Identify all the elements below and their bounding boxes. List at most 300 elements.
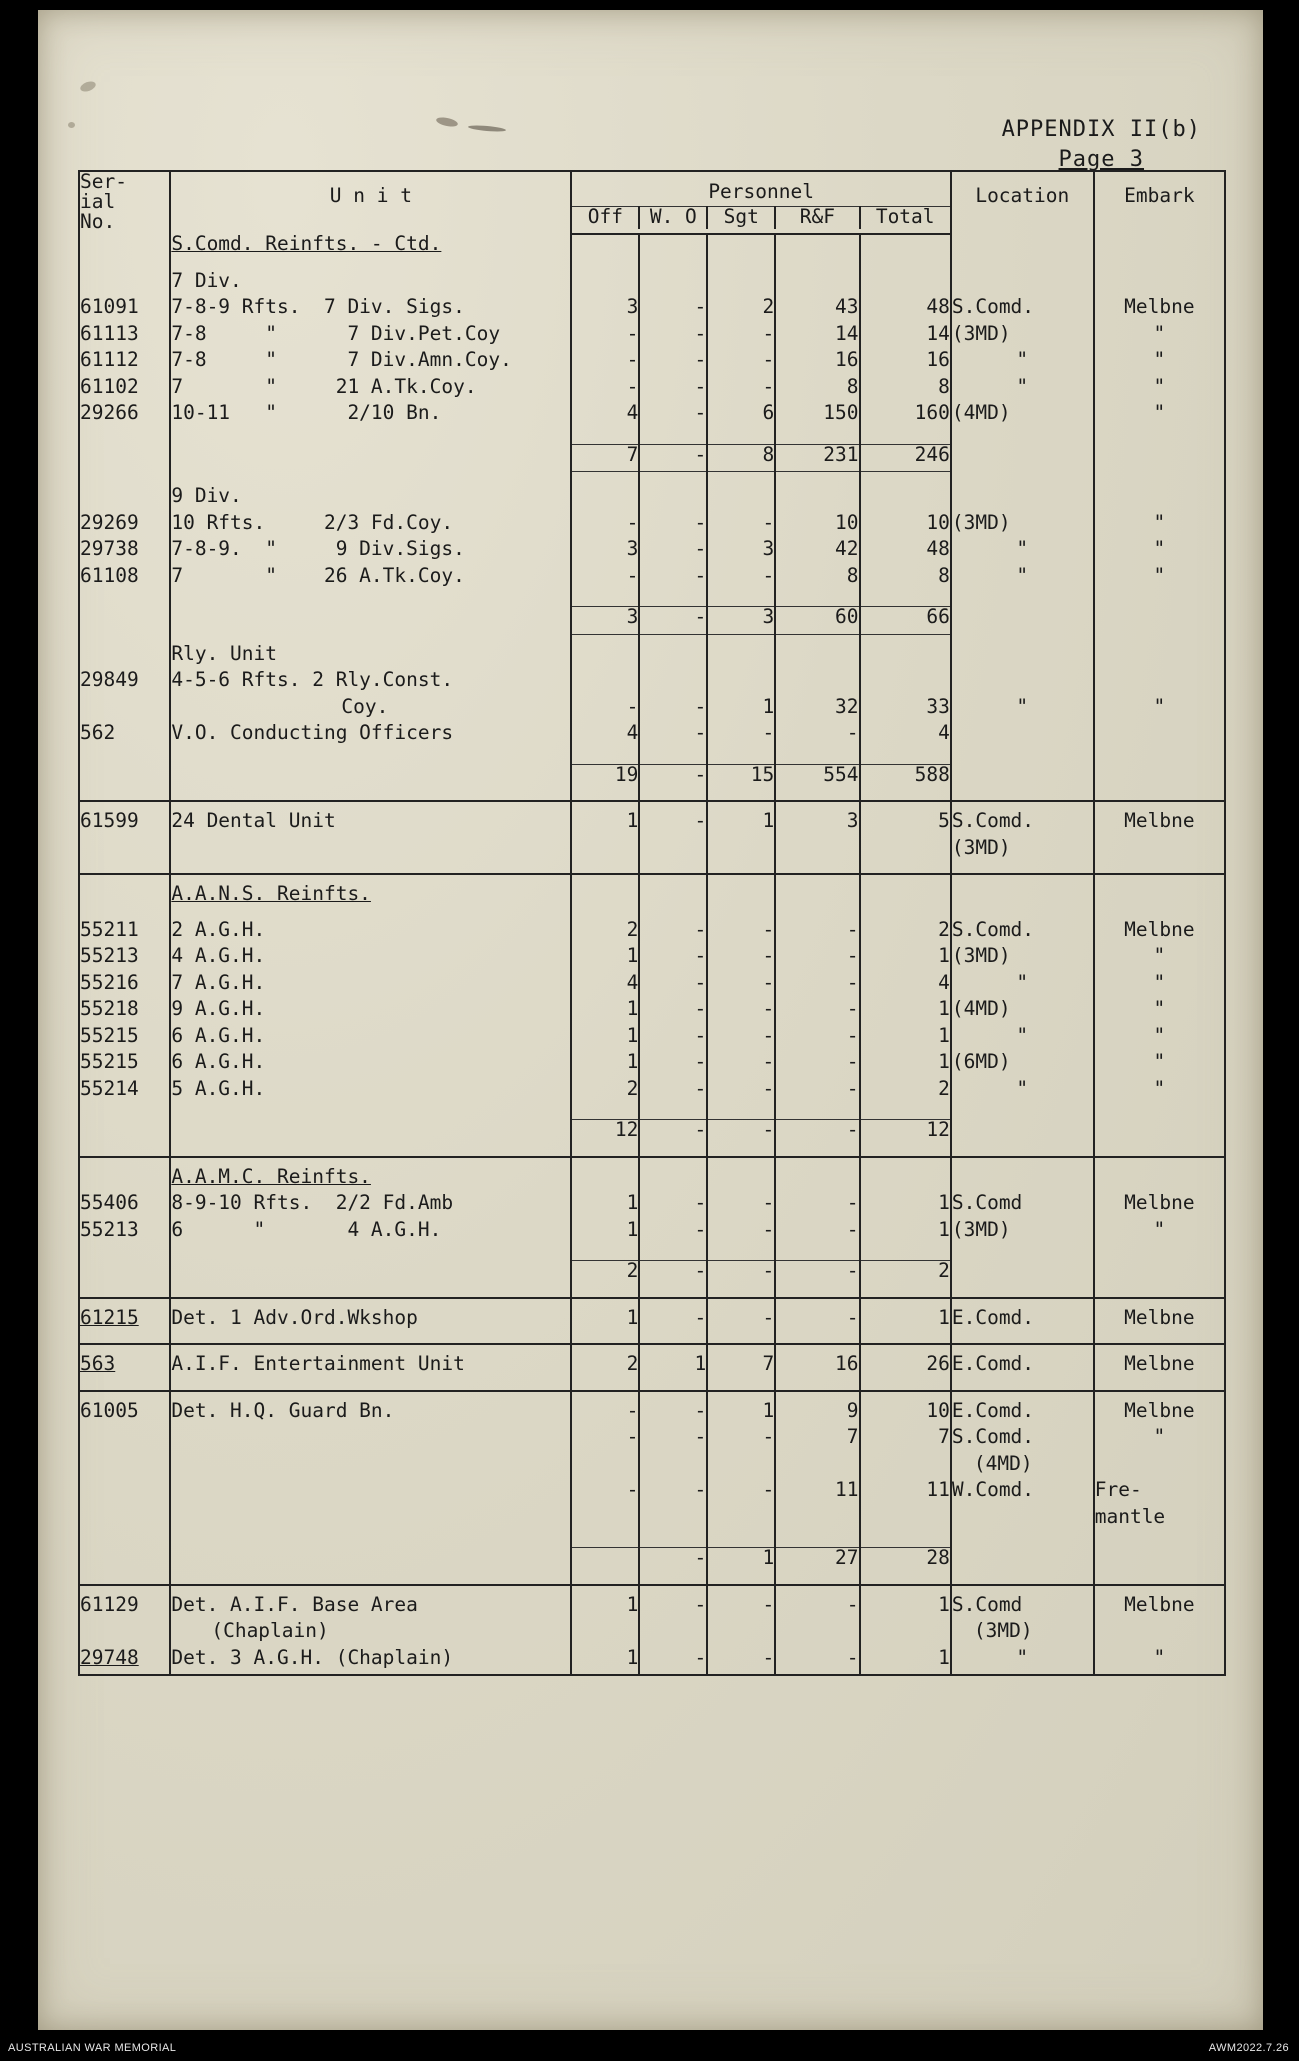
location-cell: (3MD) <box>951 513 1094 540</box>
total-cell: 1 <box>860 1220 951 1247</box>
unit-cell: 7-8-9 Rfts. 7 Div. Sigs. <box>170 297 571 324</box>
wo-cell: - <box>639 1193 707 1220</box>
total-cell: 4 <box>860 723 951 750</box>
table-row <box>79 1354 1225 1381</box>
rf-cell: 16 <box>775 350 859 377</box>
sub-heading-row <box>79 271 1225 298</box>
serial-cell: 55406 <box>79 1193 170 1220</box>
table-row <box>79 566 1225 593</box>
header-personnel: Personnel <box>571 171 950 206</box>
off-cell: 3 <box>571 297 639 324</box>
total-subtotal: 2 <box>860 1261 951 1288</box>
sgt-cell: - <box>707 1648 775 1676</box>
sgt-cell: - <box>707 377 775 404</box>
off-subtotal: 3 <box>571 607 639 635</box>
off-cell: - <box>571 1427 639 1454</box>
sgt-cell: - <box>707 566 775 593</box>
spacer-row <box>79 1147 1225 1157</box>
page-label: Page 3 <box>1058 146 1145 172</box>
sgt-cell: 1 <box>707 1401 775 1428</box>
location-cell: " <box>951 1026 1094 1053</box>
location-cell: " <box>951 1648 1094 1676</box>
section-heading: A.A.M.C. Reinfts. <box>170 1167 571 1194</box>
rf-cell: 8 <box>775 377 859 404</box>
sgt-cell: - <box>707 324 775 351</box>
location-cell: S.Comd. <box>951 920 1094 947</box>
unit-cell: 4-5-6 Rfts. 2 Rly.Const. <box>170 670 571 697</box>
location-cell <box>951 234 1094 262</box>
sgt-subtotal: 15 <box>707 764 775 791</box>
location-cell-cont: (4MD) <box>951 1454 1094 1481</box>
header-rf: R&F <box>775 206 859 229</box>
unit-cell: Det. 1 Adv.Ord.Wkshop <box>170 1308 571 1335</box>
off-subtotal: 7 <box>571 444 639 472</box>
location-cell: " <box>951 1079 1094 1106</box>
rf-cell: 11 <box>775 1480 859 1507</box>
table-row-cont <box>79 838 1225 865</box>
sgt-cell: - <box>707 1079 775 1106</box>
serial-cell: 29738 <box>79 539 170 566</box>
location-cell-cont: (3MD) <box>951 838 1094 865</box>
sgt-cell: - <box>707 1480 775 1507</box>
embark-cell: " <box>1094 973 1225 1000</box>
serial-cell: 562 <box>79 723 170 750</box>
spacer-row <box>79 262 1225 271</box>
unit-cell <box>170 444 571 472</box>
sub-heading: 9 Div. <box>170 486 571 513</box>
spacer-row <box>79 1334 1225 1344</box>
serial-cell: 61599 <box>79 811 170 838</box>
off-cell: 2 <box>571 1354 639 1381</box>
wo-cell: - <box>639 1220 707 1247</box>
location-cell: W.Comd. <box>951 1480 1094 1507</box>
serial-cell: 55214 <box>79 1079 170 1106</box>
rf-cell: 42 <box>775 539 859 566</box>
off-cell: 1 <box>571 1193 639 1220</box>
spacer-row <box>79 864 1225 874</box>
table-row <box>79 811 1225 838</box>
off-subtotal: 2 <box>571 1261 639 1288</box>
serial-cell: 55215 <box>79 1052 170 1079</box>
rf-cell: 8 <box>775 566 859 593</box>
header-unit: U n i t <box>170 171 571 234</box>
sgt-cell: - <box>707 1052 775 1079</box>
embark-cell: " <box>1094 539 1225 566</box>
total-cell: 2 <box>860 920 951 947</box>
document-header <box>1002 115 1201 174</box>
section-heading-row <box>79 1167 1225 1194</box>
subtotal-row <box>79 444 1225 472</box>
rf-cell: 43 <box>775 297 859 324</box>
appendix-title: APPENDIX II(b) <box>1001 117 1201 142</box>
embark-cell: " <box>1094 1220 1225 1247</box>
table-row-cont <box>79 1507 1225 1534</box>
embark-cell: " <box>1094 377 1225 404</box>
off-cell: - <box>571 697 639 724</box>
sgt-cell: - <box>707 1220 775 1247</box>
sgt-subtotal: - <box>707 1261 775 1288</box>
unit-cell: 9 A.G.H. <box>170 999 571 1026</box>
sgt-cell: 6 <box>707 403 775 430</box>
serial-cell: 61005 <box>79 1401 170 1428</box>
location-cell: (3MD) <box>951 324 1094 351</box>
embark-cell: Melbne <box>1094 811 1225 838</box>
off-cell: 1 <box>571 1308 639 1335</box>
total-cell: 1 <box>860 1308 951 1335</box>
subtotal-row <box>79 764 1225 791</box>
off-cell: 1 <box>571 1595 639 1622</box>
rf-cell: - <box>775 1079 859 1106</box>
serial-cell <box>79 444 170 472</box>
sgt-cell: - <box>707 1308 775 1335</box>
sgt-cell: - <box>707 1595 775 1622</box>
total-cell: 1 <box>860 1026 951 1053</box>
unit-cell: 6 A.G.H. <box>170 1052 571 1079</box>
wo-cell: - <box>639 973 707 1000</box>
serial-cell <box>79 644 170 671</box>
embark-cell: Melbne <box>1094 1193 1225 1220</box>
off-cell: 1 <box>571 811 639 838</box>
header-off: Off <box>571 206 639 229</box>
total-subtotal: 66 <box>860 607 951 635</box>
off-cell: 1 <box>571 1648 639 1676</box>
off-cell: 2 <box>571 1079 639 1106</box>
off-cell: 4 <box>571 973 639 1000</box>
off-subtotal: 19 <box>571 764 639 791</box>
wo-subtotal: - <box>639 444 707 472</box>
embark-cell: " <box>1094 350 1225 377</box>
sgt-cell: - <box>707 1193 775 1220</box>
spacer-row <box>79 791 1225 801</box>
subtotal-row <box>79 1261 1225 1288</box>
serial-cell <box>79 486 170 513</box>
serial-cell: 29269 <box>79 513 170 540</box>
wo-subtotal: - <box>639 1261 707 1288</box>
total-cell: 14 <box>860 324 951 351</box>
embark-cell: " <box>1094 403 1225 430</box>
rf-subtotal: 60 <box>775 607 859 635</box>
embark-cell <box>1094 723 1225 750</box>
table-row <box>79 1648 1225 1676</box>
unit-cell-cont: Coy. <box>170 697 571 724</box>
sgt-subtotal: 8 <box>707 444 775 472</box>
unit-cell-cont: (Chaplain) <box>170 1621 571 1648</box>
embark-cell: " <box>1094 946 1225 973</box>
total-cell: 10 <box>860 1401 951 1428</box>
wo-cell: - <box>639 513 707 540</box>
total-cell <box>860 234 951 262</box>
personnel-table <box>78 170 1226 1678</box>
unit-cell <box>170 1427 571 1454</box>
wo-cell: - <box>639 566 707 593</box>
rf-cell: - <box>775 1193 859 1220</box>
total-subtotal: 588 <box>860 764 951 791</box>
table-row-cont <box>79 1454 1225 1481</box>
wo-cell: - <box>639 350 707 377</box>
location-cell: " <box>951 973 1094 1000</box>
serial-cell: 55213 <box>79 1220 170 1247</box>
sgt-cell <box>707 234 775 262</box>
location-cell: " <box>951 377 1094 404</box>
off-cell: 1 <box>571 1052 639 1079</box>
wo-cell: - <box>639 324 707 351</box>
location-cell: E.Comd. <box>951 1308 1094 1335</box>
sgt-cell: 1 <box>707 811 775 838</box>
rf-cell: 14 <box>775 324 859 351</box>
serial-cell: 563 <box>79 1354 170 1381</box>
serial-cell: 29849 <box>79 670 170 697</box>
total-cell: 1 <box>860 999 951 1026</box>
section-heading: A.A.N.S. Reinfts. <box>170 884 571 911</box>
unit-cell: 7 " 21 A.Tk.Coy. <box>170 377 571 404</box>
subtotal-row <box>79 1548 1225 1575</box>
total-cell: 48 <box>860 539 951 566</box>
sgt-cell: - <box>707 1427 775 1454</box>
wo-cell <box>639 234 707 262</box>
rf-cell: - <box>775 999 859 1026</box>
serial-cell <box>79 697 170 724</box>
unit-cell: 6 A.G.H. <box>170 1026 571 1053</box>
sub-heading-row <box>79 486 1225 513</box>
sgt-cell: - <box>707 920 775 947</box>
unit-cell: 6 " 4 A.G.H. <box>170 1220 571 1247</box>
wo-cell: - <box>639 920 707 947</box>
total-subtotal: 12 <box>860 1120 951 1147</box>
unit-cell: 10 Rfts. 2/3 Fd.Coy. <box>170 513 571 540</box>
table-row <box>79 403 1225 430</box>
wo-cell: - <box>639 403 707 430</box>
location-cell: (6MD) <box>951 1052 1094 1079</box>
off-cell: 1 <box>571 999 639 1026</box>
total-cell: 2 <box>860 1079 951 1106</box>
spacer-row <box>79 1533 1225 1548</box>
wo-cell: - <box>639 539 707 566</box>
serial-cell: 61113 <box>79 324 170 351</box>
section-heading: S.Comd. Reinfts. - Ctd. <box>170 234 571 262</box>
off-cell: 1 <box>571 1026 639 1053</box>
table-row <box>79 1052 1225 1079</box>
wo-cell: - <box>639 811 707 838</box>
serial-cell: 29266 <box>79 403 170 430</box>
document-body <box>38 10 1263 2030</box>
serial-cell: 61102 <box>79 377 170 404</box>
embark-cell: " <box>1094 1427 1225 1454</box>
serial-cell: 55215 <box>79 1026 170 1053</box>
embark-cell: " <box>1094 697 1225 724</box>
wo-subtotal: - <box>639 1120 707 1147</box>
off-cell: - <box>571 324 639 351</box>
total-cell: 5 <box>860 811 951 838</box>
wo-subtotal: - <box>639 607 707 635</box>
location-cell: S.Comd. <box>951 1427 1094 1454</box>
sub-heading: 7 Div. <box>170 271 571 298</box>
rf-cell: 32 <box>775 697 859 724</box>
off-cell: - <box>571 1480 639 1507</box>
table-row <box>79 297 1225 324</box>
sgt-cell: - <box>707 513 775 540</box>
sub-heading-row <box>79 644 1225 671</box>
serial-cell: 61129 <box>79 1595 170 1622</box>
serial-cell: 61108 <box>79 566 170 593</box>
location-cell: S.Comd <box>951 1595 1094 1622</box>
unit-cell: 24 Dental Unit <box>170 811 571 838</box>
sgt-cell: - <box>707 350 775 377</box>
total-subtotal: 246 <box>860 444 951 472</box>
wo-cell: - <box>639 1648 707 1676</box>
wo-cell: - <box>639 723 707 750</box>
embark-cell: Melbne <box>1094 1308 1225 1335</box>
serial-cell: 55218 <box>79 999 170 1026</box>
rf-cell: - <box>775 1052 859 1079</box>
table-row <box>79 946 1225 973</box>
serial-cell <box>79 271 170 298</box>
off-subtotal: 12 <box>571 1120 639 1147</box>
off-cell: 4 <box>571 403 639 430</box>
spacer-row <box>79 1381 1225 1391</box>
location-cell: S.Comd. <box>951 811 1094 838</box>
watermark-left: AUSTRALIAN WAR MEMORIAL <box>8 2042 177 2054</box>
serial-cell <box>79 234 170 262</box>
wo-cell: - <box>639 1079 707 1106</box>
header-total: Total <box>860 206 951 229</box>
table-row <box>79 1026 1225 1053</box>
location-cell: (4MD) <box>951 403 1094 430</box>
embark-cell: Melbne <box>1094 1595 1225 1622</box>
location-cell: " <box>951 566 1094 593</box>
wo-cell: - <box>639 297 707 324</box>
rf-cell: - <box>775 1026 859 1053</box>
location-cell: (4MD) <box>951 999 1094 1026</box>
total-cell: 1 <box>860 1052 951 1079</box>
unit-cell: 7-8 " 7 Div.Pet.Coy <box>170 324 571 351</box>
embark-cell: " <box>1094 1052 1225 1079</box>
unit-cell: V.O. Conducting Officers <box>170 723 571 750</box>
spacer-row <box>79 592 1225 607</box>
location-cell <box>951 723 1094 750</box>
total-cell: 1 <box>860 1595 951 1622</box>
sgt-cell: 2 <box>707 297 775 324</box>
embark-cell: Melbne <box>1094 297 1225 324</box>
section-heading-row <box>79 234 1225 262</box>
section-heading-row <box>79 884 1225 911</box>
unit-cell: Det. A.I.F. Base Area <box>170 1595 571 1622</box>
serial-cell: 29748 <box>79 1648 170 1676</box>
embark-cell: " <box>1094 1648 1225 1676</box>
location-cell: E.Comd. <box>951 1354 1094 1381</box>
spacer-row <box>79 1575 1225 1585</box>
embark-cell: Melbne <box>1094 920 1225 947</box>
embark-cell: Melbne <box>1094 1354 1225 1381</box>
table-row <box>79 1308 1225 1335</box>
embark-cell: " <box>1094 1079 1225 1106</box>
wo-cell: - <box>639 697 707 724</box>
rf-cell: 3 <box>775 811 859 838</box>
wo-cell: - <box>639 1401 707 1428</box>
unit-cell <box>170 1480 571 1507</box>
off-cell: - <box>571 513 639 540</box>
sgt-cell: - <box>707 973 775 1000</box>
off-cell: - <box>571 566 639 593</box>
location-cell: " <box>951 697 1094 724</box>
location-cell: E.Comd. <box>951 1401 1094 1428</box>
table-row <box>79 1595 1225 1622</box>
unit-cell: 2 A.G.H. <box>170 920 571 947</box>
spacer-row <box>79 430 1225 445</box>
off-subtotal <box>571 1548 639 1575</box>
location-cell: S.Comd <box>951 1193 1094 1220</box>
wo-cell: - <box>639 1308 707 1335</box>
unit-cell: 10-11 " 2/10 Bn. <box>170 403 571 430</box>
unit-cell: 8-9-10 Rfts. 2/2 Fd.Amb <box>170 1193 571 1220</box>
table-row <box>79 723 1225 750</box>
rf-cell: 7 <box>775 1427 859 1454</box>
rf-cell: - <box>775 973 859 1000</box>
table-row <box>79 920 1225 947</box>
rf-subtotal: 27 <box>775 1548 859 1575</box>
table-row <box>79 973 1225 1000</box>
off-cell: 1 <box>571 946 639 973</box>
off-cell: 1 <box>571 1220 639 1247</box>
embark-cell: Melbne <box>1094 1401 1225 1428</box>
total-cell: 26 <box>860 1354 951 1381</box>
header-sgt: Sgt <box>707 206 775 229</box>
total-cell: 7 <box>860 1427 951 1454</box>
unit-cell: A.I.F. Entertainment Unit <box>170 1354 571 1381</box>
rf-cell: - <box>775 1595 859 1622</box>
embark-cell <box>1094 234 1225 262</box>
serial-cell: 61112 <box>79 350 170 377</box>
table-row <box>79 1480 1225 1507</box>
serial-cell <box>79 1480 170 1507</box>
wo-subtotal: - <box>639 764 707 791</box>
wo-cell: - <box>639 1595 707 1622</box>
sgt-subtotal: - <box>707 1120 775 1147</box>
total-cell: 4 <box>860 973 951 1000</box>
total-cell: 8 <box>860 377 951 404</box>
wo-subtotal: - <box>639 1548 707 1575</box>
unit-cell: 7-8-9. " 9 Div.Sigs. <box>170 539 571 566</box>
rf-cell: - <box>775 1648 859 1676</box>
rf-cell: - <box>775 723 859 750</box>
unit-cell: Det. H.Q. Guard Bn. <box>170 1401 571 1428</box>
unit-cell: 4 A.G.H. <box>170 946 571 973</box>
table-row <box>79 670 1225 697</box>
sgt-cell: - <box>707 1026 775 1053</box>
serial-cell: 61215 <box>79 1308 170 1335</box>
wo-cell: - <box>639 1427 707 1454</box>
sgt-cell: 3 <box>707 539 775 566</box>
rf-cell <box>775 234 859 262</box>
off-cell: - <box>571 377 639 404</box>
unit-cell: 7 " 26 A.Tk.Coy. <box>170 566 571 593</box>
rf-cell: 150 <box>775 403 859 430</box>
wo-cell: - <box>639 1480 707 1507</box>
sgt-cell: - <box>707 723 775 750</box>
off-cell: - <box>571 350 639 377</box>
wo-cell: - <box>639 1026 707 1053</box>
table-row <box>79 539 1225 566</box>
total-cell: 1 <box>860 1193 951 1220</box>
spacer-row <box>79 1105 1225 1120</box>
total-cell: 1 <box>860 946 951 973</box>
embark-cell: " <box>1094 513 1225 540</box>
embark-cell: " <box>1094 324 1225 351</box>
serial-cell: 55213 <box>79 946 170 973</box>
total-cell: 10 <box>860 513 951 540</box>
total-cell: 48 <box>860 297 951 324</box>
rf-cell: - <box>775 946 859 973</box>
watermark-right: AWM2022.7.26 <box>1208 2042 1289 2054</box>
